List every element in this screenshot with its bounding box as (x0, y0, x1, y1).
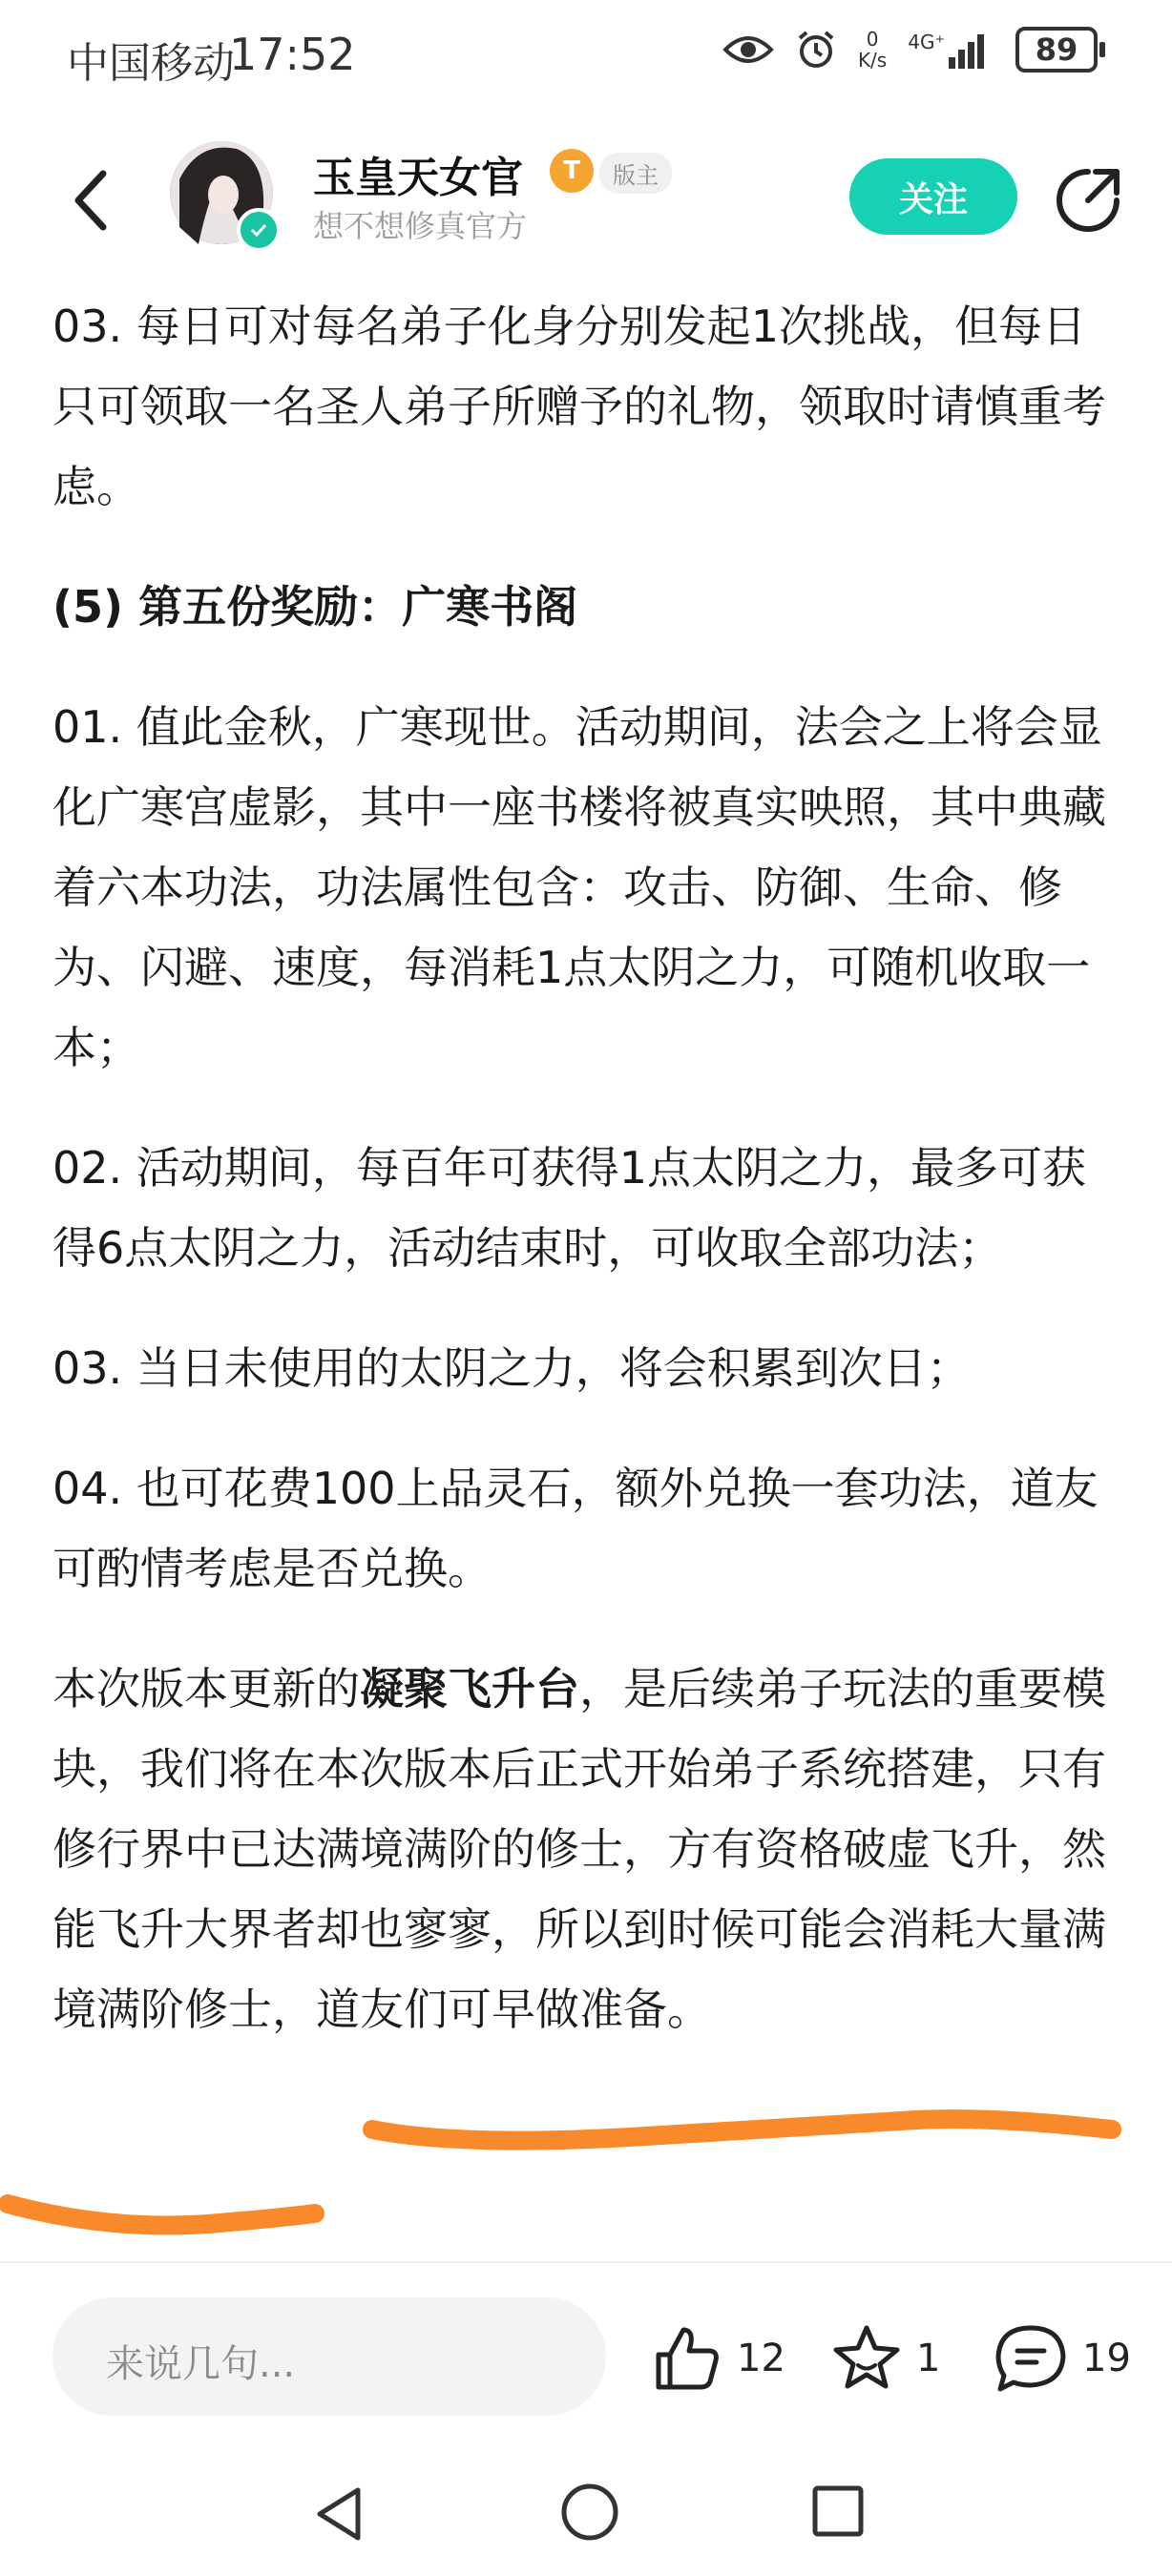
article-paragraph: 01. 值此金秋，广寒现世。活动期间，法会之上将会显化广寒宫虚影，其中一座书楼将被真实映照，其中典藏着六本功法，功法属性包含：攻击、防御、生命、修为、闪避、速度，每消耗1点太阴之力，可随机收取一本； (52, 701, 1106, 1073)
nav-home-icon[interactable] (558, 2481, 621, 2544)
net-speed (858, 29, 887, 71)
role-badge: 版主 (599, 153, 672, 194)
post-header (0, 134, 1172, 267)
net-speed-unit: K/s (857, 49, 888, 72)
carrier-label: 中国移动 (67, 39, 235, 88)
alarm-icon (795, 29, 837, 71)
paragraph-text: ，是后续弟子玩法的重要模块，我们将在本次版本后正式开始弟子系统搭建，只有修行界中已达满境满阶的修士，方有资格破虚飞升，然能飞升大界者却也寥寥，所以到时候可能会消耗大量满境满阶修士，道友们可早做准备。 (52, 1663, 1106, 2035)
system-nav-bar (0, 2462, 1172, 2576)
status-icons (722, 27, 1105, 73)
author-subtitle: 想不想修真官方 (313, 208, 528, 244)
level-badge: T (550, 149, 594, 193)
comment-placeholder: 来说几句... (106, 2342, 296, 2386)
share-icon[interactable] (1050, 162, 1126, 239)
article-body (52, 286, 1121, 2089)
section-heading: (5) 第五份奖励：广寒书阁 (52, 581, 578, 633)
follow-button[interactable]: 关注 (849, 158, 1017, 235)
article-paragraph: 03. 每日可对每名弟子化身分别发起1次挑战，但每日只可领取一名圣人弟子所赠予的礼物，领取时请慎重考虑。 (52, 301, 1106, 512)
comment-button[interactable] (993, 2320, 1131, 2397)
favorite-button[interactable] (830, 2320, 940, 2397)
back-arrow-icon[interactable] (57, 162, 134, 239)
nav-back-icon[interactable] (305, 2481, 372, 2547)
article-paragraph: 04. 也可花费100上品灵石，额外兑换一套功法，道友可酌情考虑是否兑换。 (52, 1463, 1099, 1594)
article-paragraph (52, 1649, 1121, 2049)
like-button[interactable] (651, 2320, 785, 2397)
marker-underline (0, 2089, 1172, 2280)
eye-icon (722, 31, 774, 69)
comment-bubble-icon (993, 2322, 1069, 2395)
article-paragraph: 02. 活动期间，每百年可获得1点太阴之力，最多可获得6点太阴之力，活动结束时，可收取全部功法； (52, 1142, 1087, 1274)
net-speed-value: 0 (866, 28, 879, 51)
verified-icon (237, 208, 281, 252)
network-type: 4G⁺ (908, 31, 945, 53)
paragraph-text: 本次版本更新的 (52, 1663, 360, 1714)
signal-icon (908, 31, 994, 69)
bold-term: 凝聚飞升台 (360, 1663, 579, 1714)
clock: 17:52 (229, 29, 356, 80)
bottom-divider (0, 2261, 1172, 2263)
article-paragraph: 03. 当日未使用的太阴之力，将会积累到次日； (52, 1342, 971, 1394)
favorite-count: 1 (916, 2337, 941, 2380)
like-count: 12 (737, 2337, 785, 2380)
author-name[interactable]: 玉皇天女官 (313, 154, 523, 202)
battery-icon (1015, 27, 1105, 73)
thumbs-up-icon (651, 2322, 723, 2395)
comment-input[interactable] (52, 2297, 606, 2416)
nav-recent-apps-icon[interactable] (809, 2483, 867, 2540)
star-icon (830, 2322, 903, 2395)
status-bar (0, 0, 1172, 114)
battery-level: 89 (1015, 27, 1098, 73)
comment-count: 19 (1082, 2337, 1131, 2380)
